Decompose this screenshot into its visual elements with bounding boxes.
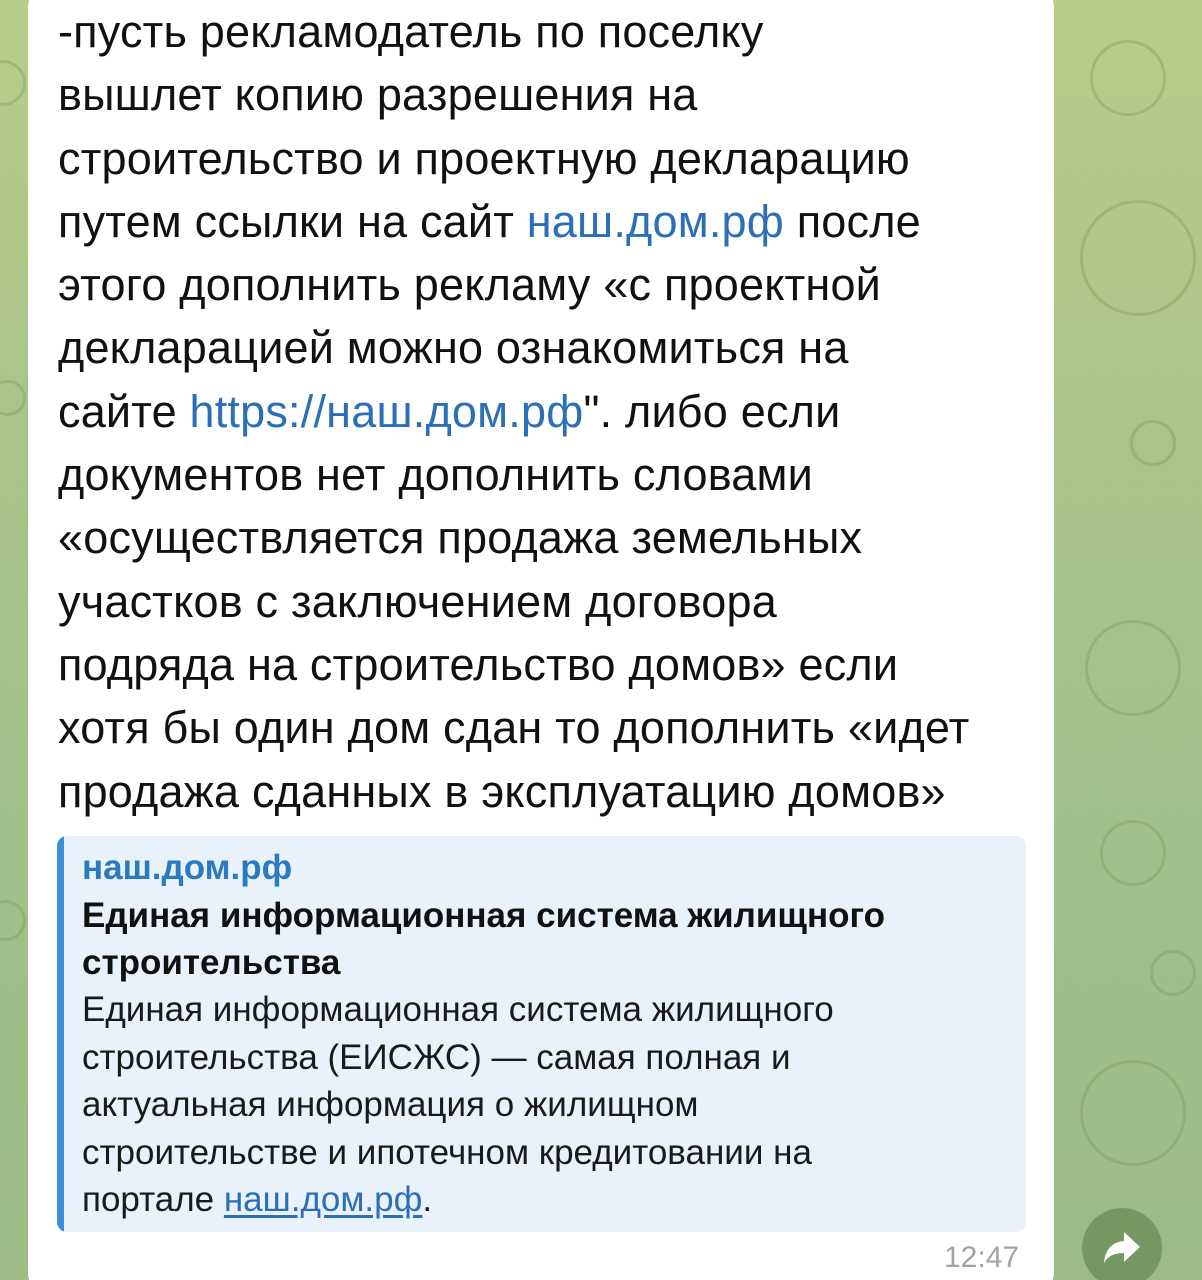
message-line [58,190,1038,253]
preview-desc-line: актуальная информация о жилищном [82,1085,699,1124]
message-line: строительство и проектную декларацию [58,132,910,184]
wallpaper-doodle [1085,620,1181,716]
share-button[interactable] [1082,1208,1162,1280]
preview-accent-bar [57,836,64,1232]
message-text-segment: путем ссылки на сайт [58,195,527,247]
preview-desc-line: строительстве и ипотечном кредитовании на [82,1132,812,1172]
message-text-segment: ". либо если [583,385,841,437]
message-line: -пусть рекламодатель по поселку [58,6,764,57]
message-text-segment: после [784,195,921,247]
wallpaper-doodle [0,60,26,106]
message-line: «осуществляется продажа земельных [58,512,863,564]
message-line: документов нет дополнить словами [58,449,814,501]
message-line: подряда на строительство домов» если [58,638,899,690]
preview-desc-line [82,1176,1017,1224]
message-text-segment: сайте [58,385,190,437]
message-line [58,380,1038,443]
wallpaper-doodle [0,380,26,416]
message-line: продажа сданных в эксплуатацию домов» [58,765,946,817]
preview-desc-line: Единая информационная система жилищного [82,990,834,1029]
preview-portal-link[interactable]: наш.дом.рф [223,1180,423,1219]
preview-description [82,986,1017,1224]
message-line: вышлет копию разрешения на [58,69,698,121]
preview-desc-line: строительства (ЕИСЖС) — самая полная и [82,1037,791,1077]
wallpaper-doodle [1080,1060,1186,1166]
preview-title [82,892,1017,986]
message-time: 12:47 [944,1241,1020,1274]
https-site-link[interactable]: https://наш.дом.рф [189,385,584,437]
preview-site-name: наш.дом.рф [82,848,293,887]
message-text [58,0,1038,823]
wallpaper-doodle [1100,820,1166,886]
wallpaper-doodle [1090,40,1166,116]
wallpaper-doodle [1080,200,1196,316]
message-line: участков с заключением договора [58,575,777,627]
preview-desc-segment: . [422,1180,433,1219]
preview-title-line: Единая информационная система жилищного [82,896,885,935]
preview-title-line: строительства [82,943,341,982]
message-line: хотя бы один дом сдан то дополнить «идет [58,702,970,754]
site-link[interactable]: наш.дом.рф [526,195,784,247]
wallpaper-doodle [1150,950,1196,996]
message-line: этого дополнить рекламу «с проектной [58,259,882,311]
link-preview-card[interactable] [57,836,1026,1232]
share-arrow-icon [1102,1230,1142,1266]
preview-desc-segment: портале [82,1180,224,1219]
wallpaper-doodle [0,900,26,941]
wallpaper-doodle [1130,420,1176,466]
message-line: декларацией можно ознакомиться на [58,322,849,374]
